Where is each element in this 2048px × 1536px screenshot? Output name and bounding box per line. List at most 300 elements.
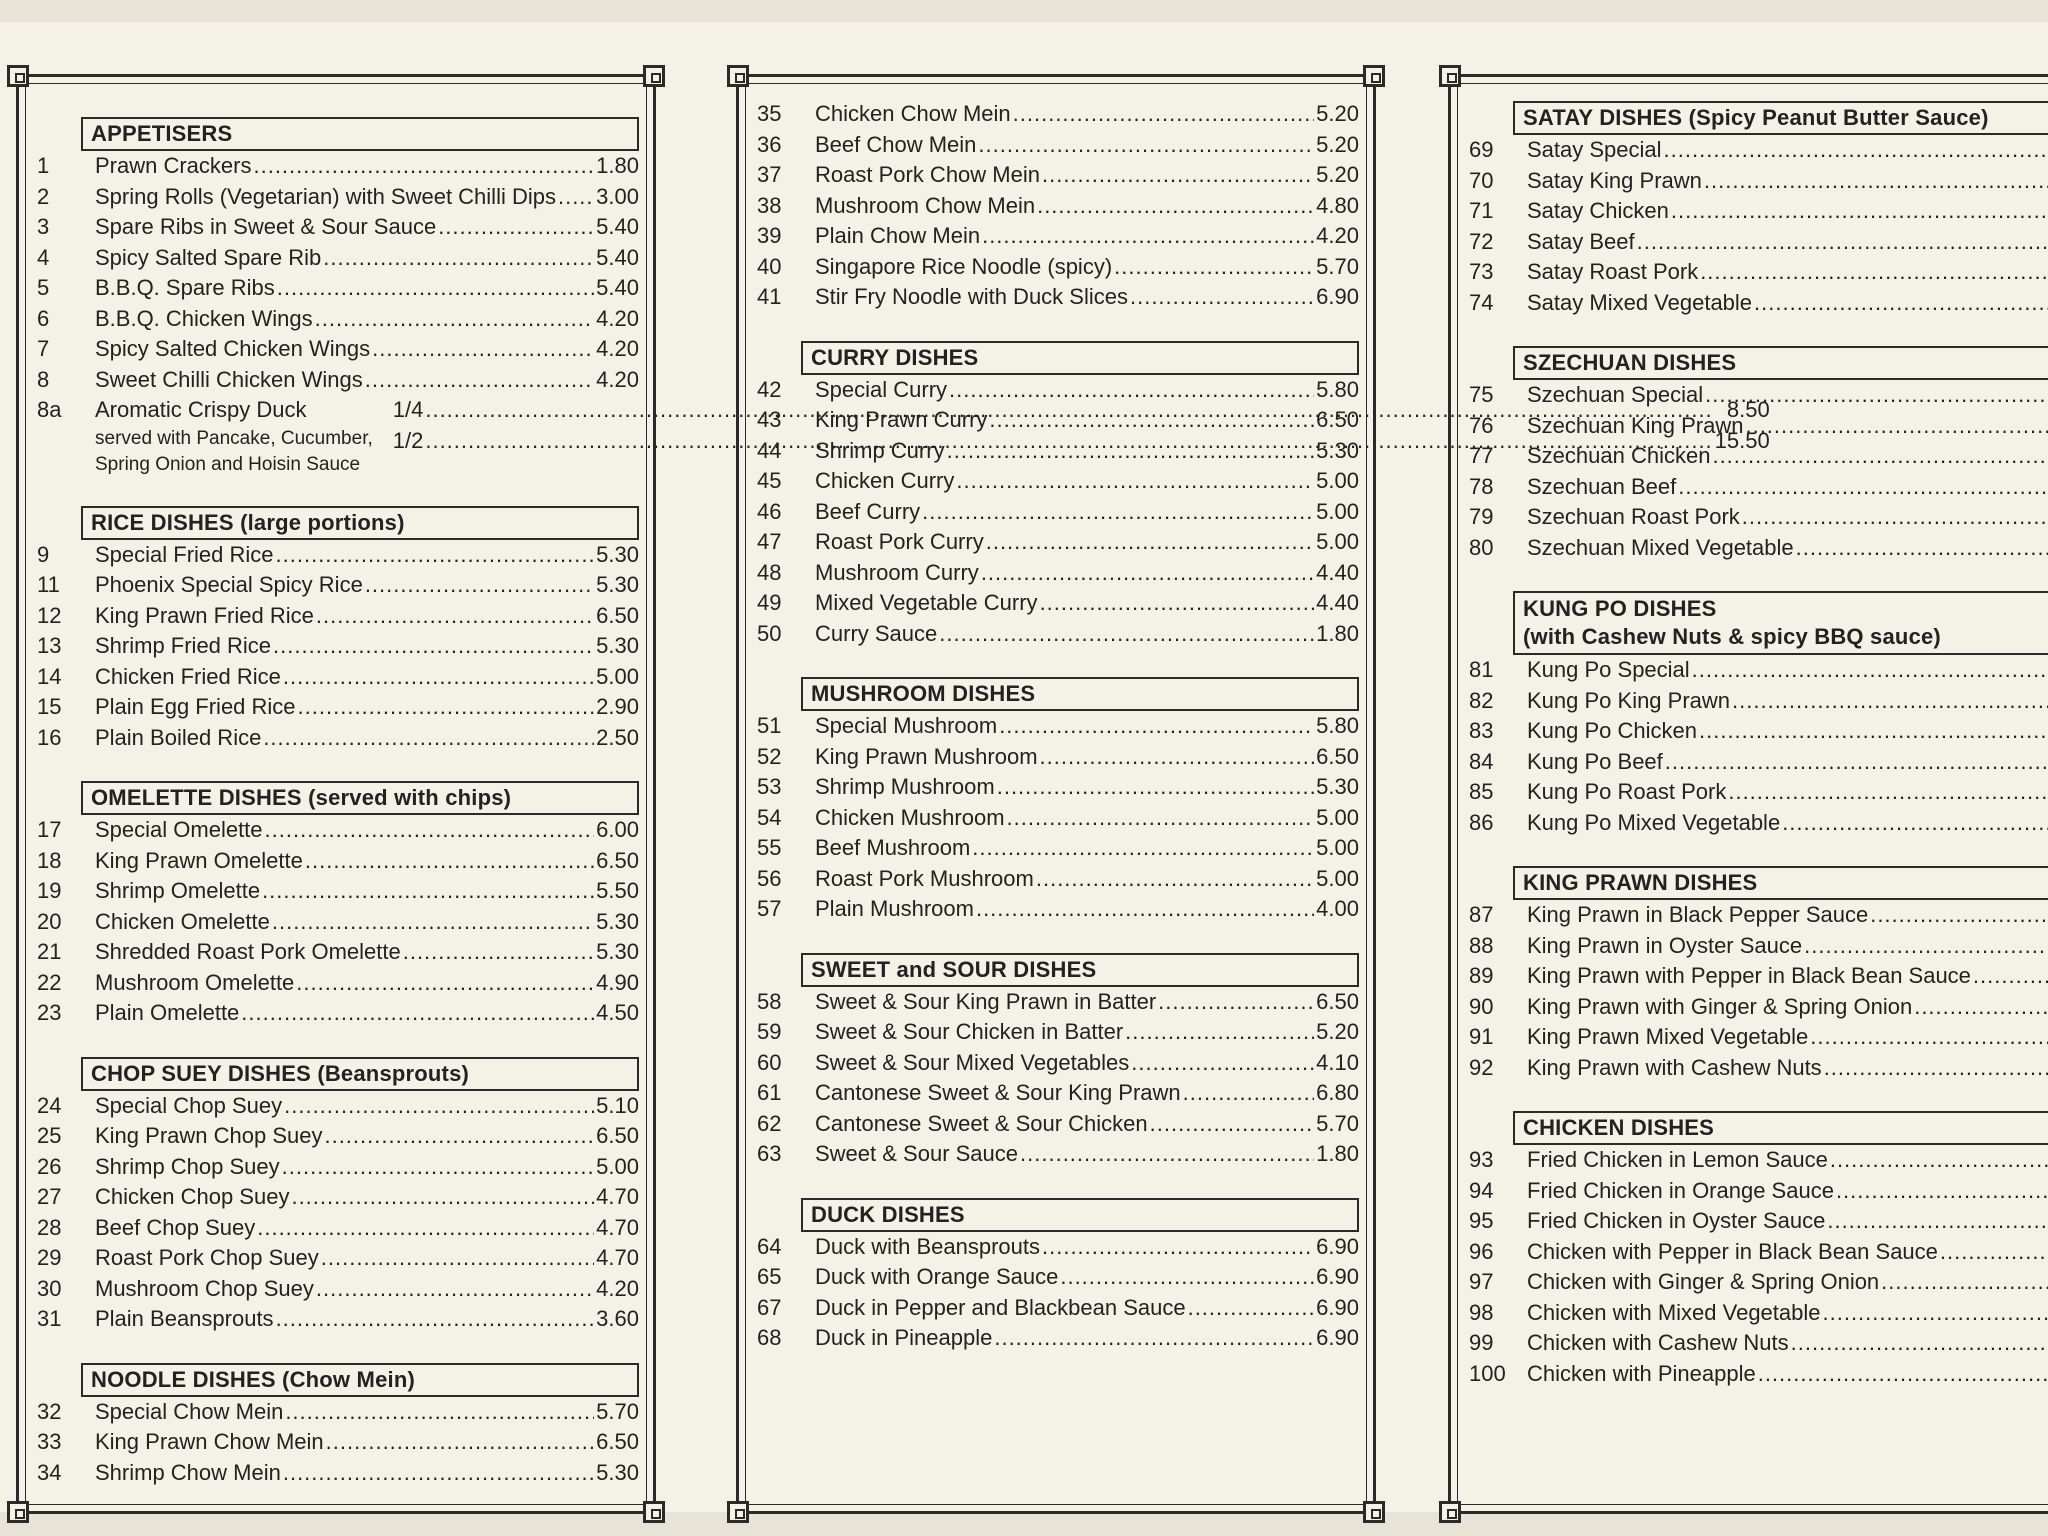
section-title (81, 1057, 639, 1091)
item-number: 63 (757, 1141, 782, 1166)
item-price: 6.50 (1316, 743, 1359, 769)
menu-item (1465, 992, 2048, 1023)
item-name: Kung Po King Prawn (1527, 687, 1731, 713)
item-price: 4.20 (1316, 223, 1359, 248)
item-price: 3.00 (596, 183, 639, 209)
menu-item (33, 1397, 639, 1428)
item-name: Chicken with Cashew Nuts (1527, 1330, 1789, 1355)
item-number: 64 (757, 1233, 782, 1259)
item-name: Stir Fry Noodle with Duck Slices (815, 284, 1128, 309)
item-number: 81 (1469, 657, 1494, 682)
item-name: Spare Ribs in Sweet & Sour Sauce (95, 214, 437, 239)
item-number: 1 (37, 153, 50, 178)
section-title (1513, 1111, 2048, 1145)
menu-item (753, 130, 1359, 161)
item-name: Szechuan Special (1527, 382, 1704, 407)
item-price: 5.70 (1316, 1110, 1359, 1136)
item-number: 54 (757, 804, 782, 830)
dot-leader (949, 375, 1314, 406)
dot-leader (298, 692, 595, 723)
item-name: Chicken Curry (815, 468, 955, 493)
item-name: Satay Mixed Vegetable (1527, 289, 1753, 315)
dot-leader (283, 1458, 594, 1489)
dot-leader (1671, 196, 2048, 227)
menu-item (33, 692, 639, 723)
item-number: 11 (37, 572, 60, 597)
item-name: Szechuan Mixed Vegetable (1527, 534, 1794, 560)
item-name: B.B.Q. Chicken Wings (95, 305, 313, 331)
item-number: 18 (37, 847, 62, 873)
item-name: Special Omelette (95, 817, 263, 842)
item-name: Mushroom Chow Mein (815, 192, 1036, 218)
section-title (1513, 346, 2048, 380)
menu-item (1465, 1176, 2048, 1207)
item-number: 62 (757, 1110, 782, 1136)
menu-item (1465, 411, 2048, 442)
item-number: 23 (37, 1000, 62, 1025)
item-number: 91 (1469, 1024, 1494, 1049)
item-price: 3.60 (596, 1306, 639, 1331)
item-number: 29 (37, 1245, 62, 1270)
dot-leader (1131, 1048, 1314, 1079)
menu-section (753, 99, 1359, 313)
item-price: 4.40 (1316, 559, 1359, 585)
dot-leader (324, 1121, 594, 1152)
item-name: Duck with Beansprouts (815, 1233, 1040, 1259)
item-price: 15.50 (1714, 427, 1770, 453)
item-name: Cantonese Sweet & Sour Chicken (815, 1110, 1148, 1136)
dot-leader (1013, 99, 1315, 130)
item-name: Satay Beef (1527, 228, 1635, 254)
section-title-text: CHICKEN DISHES (1523, 1115, 1715, 1140)
item-number: 21 (37, 939, 62, 964)
dot-leader (272, 907, 594, 938)
menu-item (33, 212, 639, 243)
item-price: 5.00 (1316, 529, 1359, 554)
item-number: 73 (1469, 259, 1494, 284)
dot-leader (1036, 864, 1314, 895)
menu-item (33, 243, 639, 274)
dot-leader (1637, 227, 2048, 258)
menu-item (1465, 655, 2048, 686)
menu-item (33, 876, 639, 907)
corner-ornament-icon (727, 65, 749, 87)
menu-item (33, 365, 639, 396)
item-name: Duck with Orange Sauce (815, 1264, 1059, 1289)
item-price: 4.10 (1316, 1049, 1359, 1075)
menu-item (1465, 1022, 2048, 1053)
menu-sheet (0, 22, 2048, 1512)
dot-leader (1678, 472, 2048, 503)
menu-item (33, 151, 639, 182)
menu-item (753, 864, 1359, 895)
item-price: 5.80 (1316, 376, 1359, 402)
item-price: 5.00 (1316, 865, 1359, 891)
menu-item (33, 998, 639, 1029)
item-name: Plain Egg Fried Rice (95, 694, 296, 719)
menu-column-2 (736, 74, 1376, 1514)
item-price: 4.20 (596, 366, 639, 392)
dot-leader (277, 273, 594, 304)
dot-leader (994, 1323, 1314, 1354)
menu-section (1465, 866, 2048, 1083)
menu-item (33, 937, 639, 968)
menu-item (33, 1213, 639, 1244)
item-name: Sweet & Sour Sauce (815, 1141, 1019, 1166)
section-title-text: CHOP SUEY DISHES (Beansprouts) (91, 1060, 470, 1086)
item-number: 22 (37, 969, 62, 995)
item-name: Fried Chicken in Oyster Sauce (1527, 1208, 1826, 1233)
item-price: 1.80 (596, 153, 639, 178)
item-name: Roast Pork Curry (815, 529, 984, 554)
item-price: 5.70 (1316, 253, 1359, 279)
menu-item (33, 334, 639, 365)
item-name: Szechuan King Prawn (1527, 412, 1744, 438)
item-name: Shrimp Mushroom (815, 774, 995, 799)
item-number: 8a (37, 397, 62, 422)
menu-item (1465, 1298, 2048, 1329)
section-title-text: OMELETTE DISHES (served with chips) (91, 785, 512, 810)
item-number: 69 (1469, 137, 1494, 162)
menu-item (1465, 1267, 2048, 1298)
item-name: King Prawn Mushroom (815, 743, 1038, 769)
menu-item (33, 846, 639, 877)
item-number: 4 (37, 244, 50, 270)
dot-leader (285, 1397, 594, 1428)
dot-leader (372, 334, 594, 365)
item-number: 100 (1469, 1360, 1506, 1386)
dot-leader (315, 304, 595, 335)
dot-leader (972, 833, 1314, 864)
corner-ornament-icon (1439, 1501, 1461, 1523)
item-price: 2.50 (596, 724, 639, 750)
item-name: Fried Chicken in Lemon Sauce (1527, 1147, 1828, 1172)
menu-section (1465, 101, 2048, 318)
section-title (801, 1198, 1359, 1232)
menu-item (33, 304, 639, 335)
dot-leader (1758, 1359, 2048, 1390)
item-name: Kung Po Chicken (1527, 718, 1697, 743)
item-price: 5.00 (1316, 498, 1359, 524)
item-name: Duck in Pineapple (815, 1325, 993, 1350)
item-price: 2.90 (596, 694, 639, 719)
item-name: Special Chop Suey (95, 1092, 283, 1118)
item-name: Chicken Mushroom (815, 804, 1005, 830)
dot-leader (1150, 1109, 1315, 1140)
section-title-text: NOODLE DISHES (Chow Mein) (91, 1366, 415, 1392)
corner-ornament-icon (7, 65, 29, 87)
dot-leader (1042, 160, 1314, 191)
menu-item (33, 1182, 639, 1213)
item-number: 42 (757, 376, 782, 402)
item-name: Beef Chow Mein (815, 131, 977, 157)
item-number: 65 (757, 1264, 782, 1289)
item-price: 5.30 (596, 908, 639, 934)
item-price: 5.30 (596, 1459, 639, 1485)
dot-leader (1705, 380, 2048, 411)
section-title-text: RICE DISHES (large portions) (91, 509, 405, 535)
item-number: 41 (757, 284, 782, 309)
item-number: 5 (37, 275, 50, 300)
item-price: 4.50 (596, 1000, 639, 1025)
item-name: Chicken Fried Rice (95, 663, 281, 689)
item-name: Roast Pork Chop Suey (95, 1245, 319, 1270)
item-price: 4.70 (596, 1245, 639, 1270)
item-name: Chicken Chop Suey (95, 1184, 290, 1209)
item-price: 4.20 (596, 305, 639, 331)
item-number: 35 (757, 101, 782, 126)
item-number: 96 (1469, 1238, 1494, 1264)
item-name: Kung Po Roast Pork (1527, 779, 1727, 804)
item-number: 70 (1469, 167, 1494, 193)
item-number: 98 (1469, 1299, 1494, 1325)
item-price: 5.20 (1316, 101, 1359, 126)
dot-leader (365, 570, 594, 601)
item-number: 7 (37, 336, 50, 361)
item-number: 72 (1469, 228, 1494, 254)
item-name: King Prawn in Oyster Sauce (1527, 932, 1803, 958)
item-name: Shredded Roast Pork Omelette (95, 939, 401, 964)
dot-leader (296, 968, 594, 999)
item-number: 83 (1469, 718, 1494, 743)
dot-leader (1810, 1022, 2048, 1053)
section-title (1513, 866, 2048, 900)
item-number: 6 (37, 305, 50, 331)
item-price: 5.00 (596, 663, 639, 689)
dot-leader (1020, 1139, 1314, 1170)
item-number: 53 (757, 774, 782, 799)
item-number: 59 (757, 1019, 782, 1044)
item-number: 97 (1469, 1269, 1494, 1294)
item-number: 76 (1469, 412, 1494, 438)
item-price: 5.40 (596, 275, 639, 300)
item-number: 68 (757, 1325, 782, 1350)
dot-leader (1728, 777, 2048, 808)
item-name: King Prawn with Cashew Nuts (1527, 1054, 1822, 1080)
item-number: 20 (37, 908, 62, 934)
item-name: Kung Po Beef (1527, 748, 1663, 774)
item-name: Szechuan Chicken (1527, 443, 1711, 468)
menu-section (33, 1363, 639, 1489)
menu-item (753, 711, 1359, 742)
dot-leader (1914, 992, 2048, 1023)
menu-item (753, 894, 1359, 925)
item-name: King Prawn Omelette (95, 847, 303, 873)
item-number: 40 (757, 253, 782, 279)
item-description: served with Pancake, Cucumber, (95, 427, 373, 449)
portion-size: 1/2 (392, 427, 424, 453)
item-price: 5.00 (1316, 804, 1359, 830)
dot-leader (978, 130, 1314, 161)
dot-leader (284, 1091, 594, 1122)
item-name: Spicy Salted Chicken Wings (95, 336, 371, 361)
dot-leader (265, 815, 595, 846)
menu-item (753, 1078, 1359, 1109)
dot-leader (1158, 987, 1314, 1018)
corner-ornament-icon (1363, 1501, 1385, 1523)
item-number: 19 (37, 878, 62, 903)
item-name: Shrimp Omelette (95, 878, 261, 903)
item-name: Shrimp Chop Suey (95, 1153, 280, 1179)
item-number: 75 (1469, 382, 1494, 407)
item-number: 28 (37, 1214, 62, 1240)
menu-item (33, 1152, 639, 1183)
menu-item (1465, 747, 2048, 778)
item-price: 1.80 (1316, 1141, 1359, 1166)
dot-leader (997, 772, 1314, 803)
dot-leader (1183, 1078, 1315, 1109)
item-number: 37 (757, 162, 782, 187)
menu-item (753, 987, 1359, 1018)
item-number: 82 (1469, 687, 1494, 713)
menu-item (753, 99, 1359, 130)
dot-leader (1060, 1262, 1314, 1293)
section-title-text: KING PRAWN DISHES (1523, 870, 1758, 895)
item-name: Beef Curry (815, 498, 921, 524)
section-subtitle: (with Cashew Nuts & spicy BBQ sauce) (1523, 624, 1941, 649)
dot-leader (1699, 716, 2048, 747)
item-price: 5.30 (596, 572, 639, 597)
dot-leader (558, 182, 594, 213)
dot-leader (1827, 1206, 2048, 1237)
dot-leader (956, 466, 1314, 497)
menu-item (33, 1427, 639, 1458)
dot-leader (1881, 1267, 2048, 1298)
dot-leader (982, 221, 1314, 252)
item-number: 38 (757, 192, 782, 218)
item-name: Plain Beansprouts (95, 1306, 274, 1331)
item-name: Chicken Omelette (95, 908, 270, 934)
dot-leader (283, 662, 594, 693)
menu-item (1465, 716, 2048, 747)
menu-item (1465, 472, 2048, 503)
item-name: Plain Mushroom (815, 896, 974, 921)
dot-leader (365, 365, 594, 396)
corner-ornament-icon (643, 1501, 665, 1523)
menu-item (753, 1232, 1359, 1263)
item-number: 46 (757, 498, 782, 524)
menu-item (753, 252, 1359, 283)
menu-item (753, 588, 1359, 619)
dot-leader (1188, 1293, 1315, 1324)
item-number: 12 (37, 602, 62, 628)
corner-ornament-icon (1439, 65, 1461, 87)
item-name: Sweet & Sour King Prawn in Batter (815, 988, 1157, 1014)
menu-item (33, 662, 639, 693)
item-number: 44 (757, 437, 782, 463)
item-price: 1.80 (1316, 620, 1359, 646)
dot-leader (291, 1182, 594, 1213)
item-number: 78 (1469, 473, 1494, 499)
section-title-text: CURRY DISHES (811, 344, 979, 370)
dot-leader (1692, 655, 2048, 686)
menu-item (753, 405, 1359, 436)
special-item-text (33, 395, 373, 478)
item-number: 15 (37, 694, 62, 719)
item-name: Satay Chicken (1527, 198, 1669, 223)
dot-leader (1940, 1237, 2048, 1268)
item-number: 93 (1469, 1147, 1494, 1172)
dot-leader (981, 558, 1314, 589)
section-title-text: DUCK DISHES (811, 1201, 965, 1227)
item-number: 89 (1469, 963, 1494, 988)
menu-item (753, 1293, 1359, 1324)
menu-item (753, 221, 1359, 252)
item-name: King Prawn Mixed Vegetable (1527, 1024, 1809, 1049)
menu-section (753, 677, 1359, 925)
item-price: 4.70 (596, 1184, 639, 1209)
item-price: 5.40 (596, 214, 639, 239)
item-number: 13 (37, 633, 62, 658)
menu-item (33, 1091, 639, 1122)
menu-item (1465, 502, 2048, 533)
menu-item (753, 1017, 1359, 1048)
item-number: 90 (1469, 993, 1494, 1019)
menu-item (1465, 380, 2048, 411)
item-price: 5.10 (596, 1092, 639, 1118)
item-name: Chicken with Ginger & Spring Onion (1527, 1269, 1880, 1294)
menu-item (753, 191, 1359, 222)
menu-item (1465, 686, 2048, 717)
item-name: Roast Pork Chow Mein (815, 162, 1040, 187)
item-name: Shrimp Fried Rice (95, 633, 272, 658)
item-name: Kung Po Special (1527, 657, 1690, 682)
menu-item (33, 601, 639, 632)
item-price: 6.90 (1316, 1325, 1359, 1350)
item-number: 48 (757, 559, 782, 585)
item-name: Szechuan Beef (1527, 473, 1677, 499)
dot-leader (1125, 1017, 1314, 1048)
item-number: 99 (1469, 1330, 1494, 1355)
item-price: 6.90 (1316, 284, 1359, 309)
item-price: 5.00 (1316, 468, 1359, 493)
item-name: Singapore Rice Noodle (spicy) (815, 253, 1113, 279)
menu-item (33, 540, 639, 571)
dot-leader (1791, 1328, 2048, 1359)
item-price: 6.90 (1316, 1294, 1359, 1320)
menu-item (33, 570, 639, 601)
menu-item (753, 1109, 1359, 1140)
menu-section (753, 1198, 1359, 1354)
item-number: 27 (37, 1184, 62, 1209)
dot-leader (326, 1427, 595, 1458)
menu-item (1465, 900, 2048, 931)
item-name: Shrimp Chow Mein (95, 1459, 281, 1485)
dot-leader (438, 212, 594, 243)
item-name: Special Fried Rice (95, 541, 274, 567)
item-number: 77 (1469, 443, 1494, 468)
item-price: 6.50 (596, 1429, 639, 1454)
section-title (81, 117, 639, 151)
dot-leader (1745, 411, 2048, 442)
item-name: Prawn Crackers (95, 153, 252, 178)
item-number: 39 (757, 223, 782, 248)
menu-item (33, 1243, 639, 1274)
dot-leader (316, 1274, 594, 1305)
item-number: 16 (37, 724, 62, 750)
item-number: 45 (757, 468, 782, 493)
dot-leader (986, 527, 1314, 558)
menu-section (1465, 1111, 2048, 1389)
dot-leader (1040, 588, 1315, 619)
menu-item (1465, 777, 2048, 808)
dot-leader (1712, 441, 2048, 472)
item-number: 79 (1469, 504, 1494, 529)
menu-section (1465, 346, 2048, 563)
menu-item (753, 375, 1359, 406)
item-name: Fried Chicken in Orange Sauce (1527, 1177, 1834, 1203)
dot-leader (1782, 808, 2048, 839)
